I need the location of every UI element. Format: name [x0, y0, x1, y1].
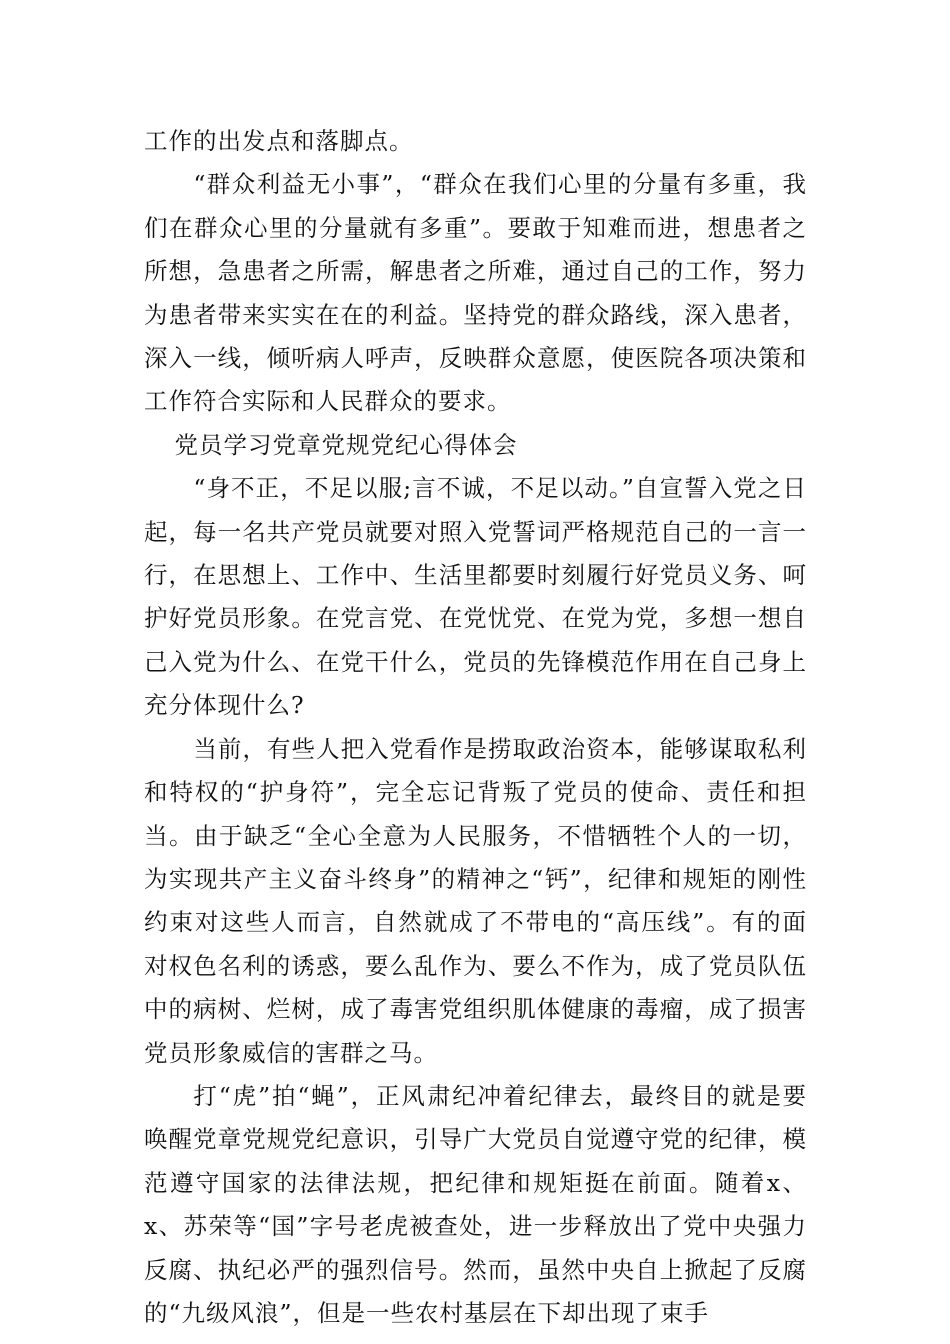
- paragraph-anti-corruption: 打“虎”拍“蝇”，正风肃纪冲着纪律去，最终目的就是要唤醒党章党规党纪意识，引导广大党员自觉遵守党的纪律，模范遵守国家的法律法规，把纪律和规矩挺在前面。随着x、x、苏荣等“国”字号老虎被查处，进一步释放出了党中央强力反腐、执纪必严的强烈信号。然而，虽然中央自上掀起了反腐的“九级风浪”，但是一些农村基层在下却出现了束手: [144, 1081, 807, 1327]
- paragraph-current-issues: 当前，有些人把入党看作是捞取政治资本，能够谋取私利和特权的“护身符”，完全忘记背叛了党员的使命、责任和担当。由于缺乏“全心全意为人民服务，不惜牺牲个人的一切，为实现共产主义奋斗终身”的精神之“钙”，纪律和规矩的刚性约束对这些人而言，自然就成了不带电的“高压线”。有的面对权色名利的诱惑，要么乱作为、要么不作为，成了党员队伍中的病树、烂树，成了毒害党组织肌体健康的毒瘤，成了损害党员形象威信的害群之马。: [144, 734, 807, 1067]
- document-body: [144, 120, 807, 1335]
- section-heading: 党员学习党章党规党纪心得体会: [174, 430, 518, 459]
- paragraph-continuation: 工作的出发点和落脚点。: [144, 127, 414, 155]
- paragraph-self-discipline: “身不正，不足以服;言不诚，不足以动。”自宣誓入党之日起，每一名共产党员就要对照入党誓词严格规范自己的一言一行，在思想上、工作中、生活里都要时刻履行好党员义务、呵护好党员形象。在党言党、在党忧党、在党为党，多想一想自己入党为什么、在党干什么，党员的先锋模范作用在自己身上充分体现什么?: [144, 474, 807, 720]
- paragraph-mass-interests: “群众利益无小事”，“群众在我们心里的分量有多重，我们在群众心里的分量就有多重”。要敢于知难而进，想患者之所想，急患者之所需，解患者之所难，通过自己的工作，努力为患者带来实实在在的利益。坚持党的群众路线，深入患者，深入一线，倾听病人呼声，反映群众意愿，使医院各项决策和工作符合实际和人民群众的要求。: [144, 170, 807, 416]
